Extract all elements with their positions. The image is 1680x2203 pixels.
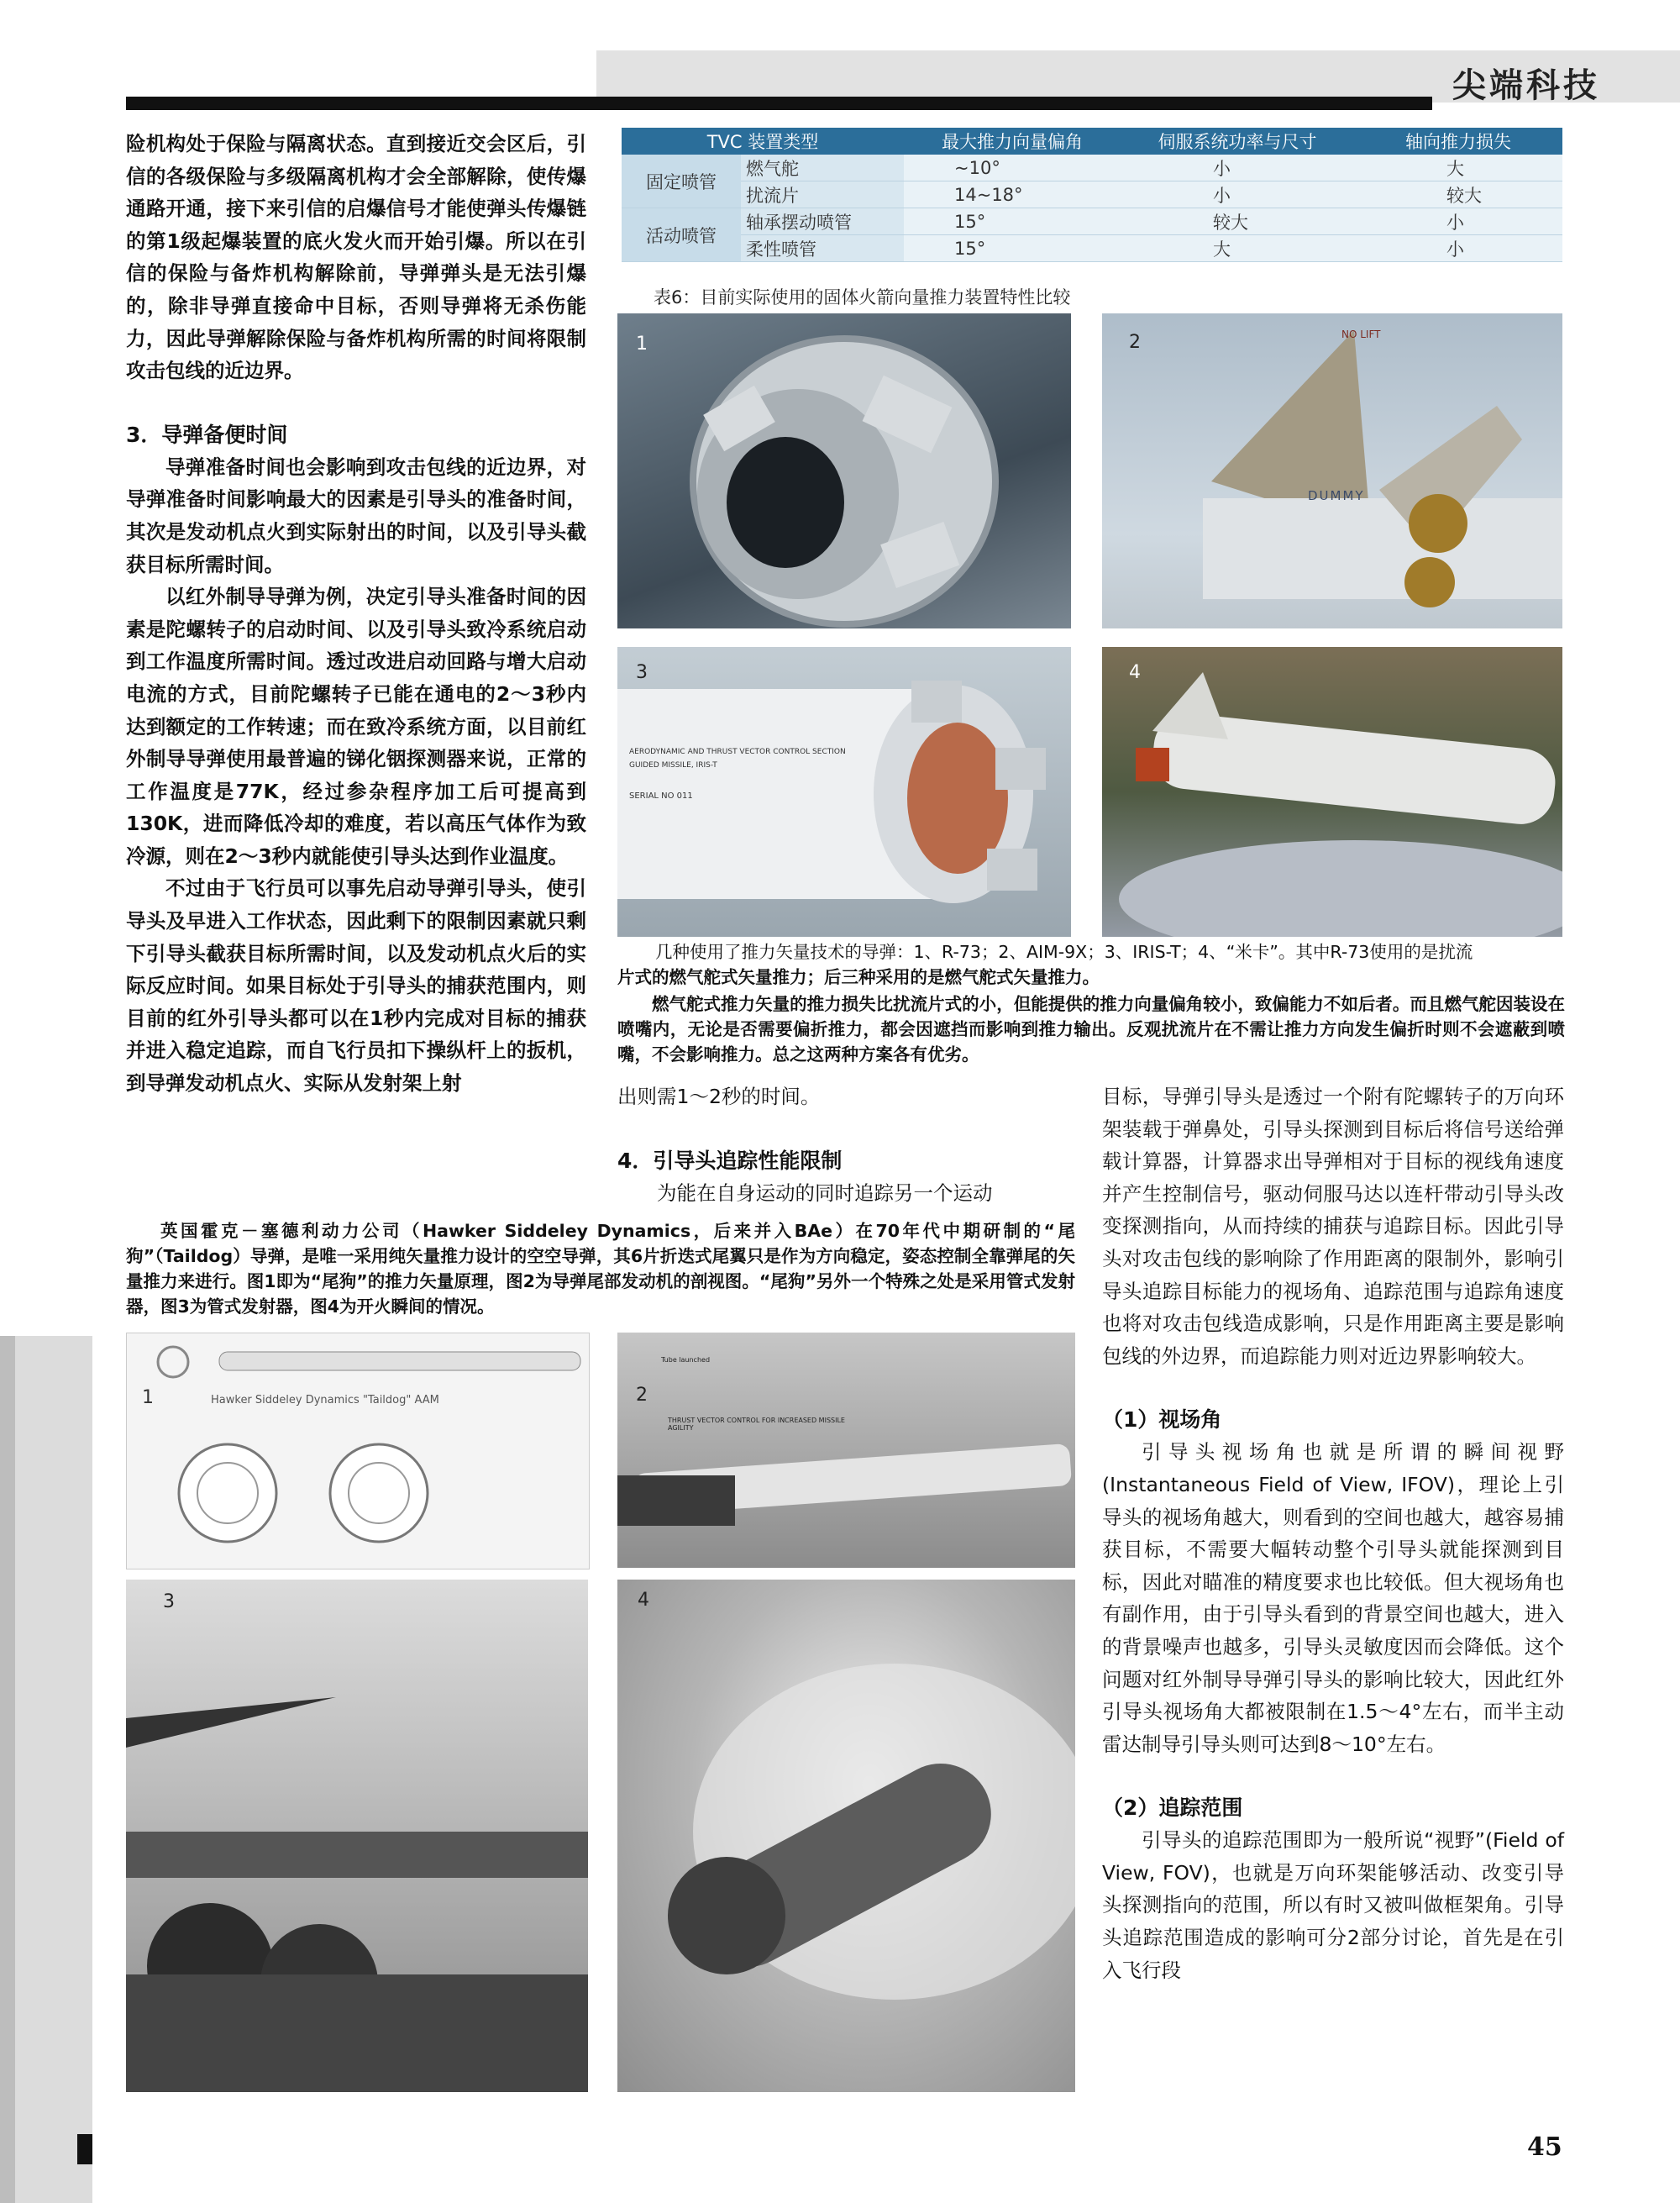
- table-cell: 小: [1354, 208, 1562, 235]
- table-header-cell: 最大推力向量偏角: [904, 128, 1121, 155]
- table-row: [622, 155, 1562, 181]
- table-cell: 15°: [904, 208, 1121, 235]
- taildog-diagram: [126, 1333, 590, 1569]
- photos-caption-line-1: 几种使用了推力矢量技术的导弹：1、R-73；2、AIM-9X；3、IRIS-T；4、“米卡”。其中R-73使用的是扰流: [655, 942, 1473, 962]
- table-row: [622, 181, 1562, 208]
- photo-label-4: 4: [1129, 662, 1141, 683]
- left-column: [126, 128, 586, 1100]
- taildog-caption: 英国霍克－塞德利动力公司（Hawker Siddeley Dynamics，后来并入BAe）在70年代中期研制的“尾狗”（Taildog）导弹，是唯一采用纯矢量推力设计的空空导弹，其6片折迭式尾翼只是作为方向稳定，姿态控制全靠弹尾的矢量推力来进行。图1即为“尾狗”的推力矢量原理，图2为导弹尾部发动机的剖视图。“尾狗”另外一个特殊之处是采用管式发射器，图3为管式发射器，图4为开火瞬间的情况。: [126, 1221, 1075, 1317]
- photo-mica-missile: [1102, 647, 1562, 937]
- table-cell: 轴承摆动喷管: [741, 208, 904, 235]
- photo-r73-drawing: [617, 313, 1071, 628]
- left-para-1: 险机构处于保险与隔离状态。直到接近交会区后，引信的各级保险与多级隔离机构才会全部解除，使传爆通路开通，接下来引信的启爆信号才能使弹头传爆链的第1级起爆装置的底火发火而开始引爆。所以在引信的保险与备炸机构解除前，导弹弹头是无法引爆的，除非导弹直接命中目标，否则导弹将无杀伤能力，因此导弹解除保险与备炸机构所需的时间将限制攻击包线的近边界。: [126, 132, 586, 383]
- page-corner-mark: [77, 2134, 92, 2164]
- table-group-cell: 活动喷管: [622, 208, 741, 262]
- left-para-4: 不过由于飞行员可以事先启动导弹引导头，使引导头及早进入工作状态，因此剩下的限制因素就只剩下引导头截获目标所需时间，以及发动机点火后的实际反应时间。如果目标处于引导头的捕获范围内，则目前的红外引导头都可以在1秒内完成对目标的捕获并进入稳定追踪，而自飞行员扣下操纵杆上的扳机，到导弹发动机点火、实际从发射架上射: [126, 876, 586, 1096]
- table-cell: 小: [1121, 155, 1354, 181]
- taildog-diagram-drawing: [127, 1333, 589, 1569]
- middle-column: [617, 1080, 1075, 1209]
- page-number: 45: [1527, 2132, 1562, 2162]
- left-para-3: 以红外制导导弹为例，决定引导头准备时间的因素是陀螺转子的启动时间、以及引导头致冷系统启动到工作温度所需时间。透过改进启动回路与增大启动电流的方式，目前陀螺转子已能在通电的2～3秒内达到额定的工作转速；而在致冷系统方面，以目前红外制导导弹使用最普遍的锑化铟探测器来说，正常的工作温度是77K，经过参杂程序加工后可提高到130K，进而降低冷却的难度，若以高压气体作为致冷源，则在2～3秒内就能使引导头达到作业温度。: [126, 585, 586, 868]
- photos-caption-line-2: 片式的燃气舵式矢量推力；后三种采用的是燃气舵式矢量推力。: [617, 967, 1100, 987]
- table-cell: 大: [1354, 155, 1562, 181]
- taildog-launcher-drawing: [126, 1580, 588, 2092]
- right-para-2: 引导头视场角也就是所谓的瞬间视野(Instantaneous Field of View, IFOV)，理论上引导头的视场角越大，则看到的空间也越大，越容易捕获目标，不需要大幅转动整个引导头就能探测到目标，因此对瞄准的精度要求也比较低。但大视场角也有副作用，由于引导头看到的背景空间也越大，进入的背景噪声也越多，引导头灵敏度因而会降低。这个问题对红外制导导弹引导头的影响比较大，因此红外引导头视场角大都被限制在1.5～4°左右，而半主动雷达制导引导头则可达到8～10°左右。: [1102, 1440, 1564, 1756]
- bottom-photo-label-3: 3: [163, 1591, 175, 1612]
- page-edge-shadow-dark: [0, 1336, 15, 2203]
- table-cell: 燃气舵: [741, 155, 904, 181]
- tvc-comparison-table: [622, 128, 1562, 262]
- photo-r73-nozzle: [617, 313, 1071, 628]
- photo-aim9x-drawing: [1102, 313, 1562, 628]
- right-para-1: 目标，导弹引导头是透过一个附有陀螺转子的万向环架装载于弹鼻处，引导头探测到目标后将信号送给弹载计算器，计算器求出导弹相对于目标的视线角速度并产生控制信号，驱动伺服马达以连杆带动引导头改变探测指向，从而持续的捕获与追踪目标。因此引导头对攻击包线的影响除了作用距离的限制外，影响引导头追踪目标能力的视场角、追踪范围与追踪角速度也将对攻击包线造成影响，只是作用距离主要是影响包线的外边界，而追踪能力则对近边界影响较大。: [1102, 1085, 1564, 1368]
- table-header-cell: 轴向推力损失: [1354, 128, 1562, 155]
- table-header-cell: 伺服系统功率与尺寸: [1121, 128, 1354, 155]
- section-3-heading: 3．导弹备便时间: [126, 422, 288, 447]
- photo-stencil-missile: GUIDED MISSILE, IRIS-T: [629, 761, 717, 770]
- section-4-heading: 4．引导头追踪性能限制: [617, 1148, 843, 1173]
- photo-stencil-section: AERODYNAMIC AND THRUST VECTOR CONTROL SECTION: [629, 748, 846, 756]
- table-cell: 小: [1121, 181, 1354, 208]
- photo-label-2: 2: [1129, 332, 1141, 353]
- middle-para-1: 出则需1～2秒的时间。: [617, 1085, 821, 1108]
- table-cell: 扰流片: [741, 181, 904, 208]
- taildog-diagram-title: Hawker Siddeley Dynamics "Taildog" AAM: [211, 1394, 439, 1406]
- table-cell: 较大: [1121, 208, 1354, 235]
- photo-label-1: 1: [636, 334, 648, 355]
- table-group-cell: 固定喷管: [622, 155, 741, 208]
- photo-stencil-dummy: DUMMY: [1308, 488, 1365, 503]
- left-para-2: 导弹准备时间也会影响到攻击包线的近边界，对导弹准备时间影响最大的因素是引导头的准备时间，其次是发动机点火到实际射出的时间，以及引导头截获目标所需时间。: [126, 455, 586, 576]
- magazine-section-title: 尖端科技: [1452, 66, 1600, 105]
- table-caption: 表6：目前实际使用的固体火箭向量推力装置特性比较: [654, 287, 1071, 308]
- photo-mica-drawing: [1102, 647, 1562, 937]
- photo-stencil-serial: SERIAL NO 011: [629, 791, 693, 801]
- taildog-exhibit-photo: [617, 1333, 1075, 1568]
- table-row: [622, 208, 1562, 235]
- table-cell: 柔性喷管: [741, 235, 904, 262]
- table-header-row: [622, 128, 1562, 155]
- table-cell: 小: [1354, 235, 1562, 262]
- fov-heading-2: （2）追踪范围: [1102, 1796, 1243, 1821]
- taildog-firing-drawing: [617, 1580, 1075, 2092]
- taildog-exhibit-drawing: [617, 1333, 1075, 1568]
- right-para-3: 引导头的追踪范围即为一般所说“视野”(Field of View, FOV)，也就是万向环架能够活动、改变引导头探测指向的范围，所以有时又被叫做框架角。引导头追踪范围造成的影响可分2部分讨论，首先是在引入飞行段: [1102, 1828, 1564, 1982]
- taildog-launcher-photo: [126, 1580, 588, 2092]
- photo-label-3: 3: [636, 662, 648, 683]
- bottom-photo-label-2: 2: [636, 1385, 648, 1406]
- bottom-photo-label-1: 1: [142, 1387, 154, 1408]
- exhibit-text-tube: Tube launched: [661, 1356, 711, 1364]
- table-cell: ~10°: [904, 155, 1121, 181]
- table-row: [622, 235, 1562, 262]
- table-cell: 14~18°: [904, 181, 1121, 208]
- photos-caption-paragraph: 燃气舵式推力矢量的推力损失比扰流片式的小，但能提供的推力向量偏角较小，致偏能力不如后者。而且燃气舵因装设在喷嘴内，无论是否需要偏折推力，都会因遮挡而影响到推力输出。反观扰流片在不需让推力方向发生偏折时则不会遮蔽到喷嘴，不会影响推力。总之这两种方案各有优劣。: [617, 994, 1565, 1065]
- photo-iris-t-section: [617, 647, 1071, 937]
- taildog-firing-photo: [617, 1580, 1075, 2092]
- middle-para-2: 为能在自身运动的同时追踪另一个运动: [657, 1180, 993, 1205]
- table-cell: 大: [1121, 235, 1354, 262]
- exhibit-text-tvc: THRUST VECTOR CONTROL FOR INCREASED MISSILE AGILITY: [668, 1417, 845, 1432]
- photo-aim9x-tail: [1102, 313, 1562, 628]
- right-column: [1102, 1080, 1564, 1986]
- fov-heading-1: （1）视场角: [1102, 1407, 1222, 1433]
- bottom-photo-label-4: 4: [638, 1590, 649, 1611]
- table-cell: 较大: [1354, 181, 1562, 208]
- photo-stencil-no-lift: NO LIFT: [1341, 329, 1381, 340]
- table-header-cell: TVC 装置类型: [622, 128, 904, 155]
- table-cell: 15°: [904, 235, 1121, 262]
- header-rule: [126, 97, 1432, 110]
